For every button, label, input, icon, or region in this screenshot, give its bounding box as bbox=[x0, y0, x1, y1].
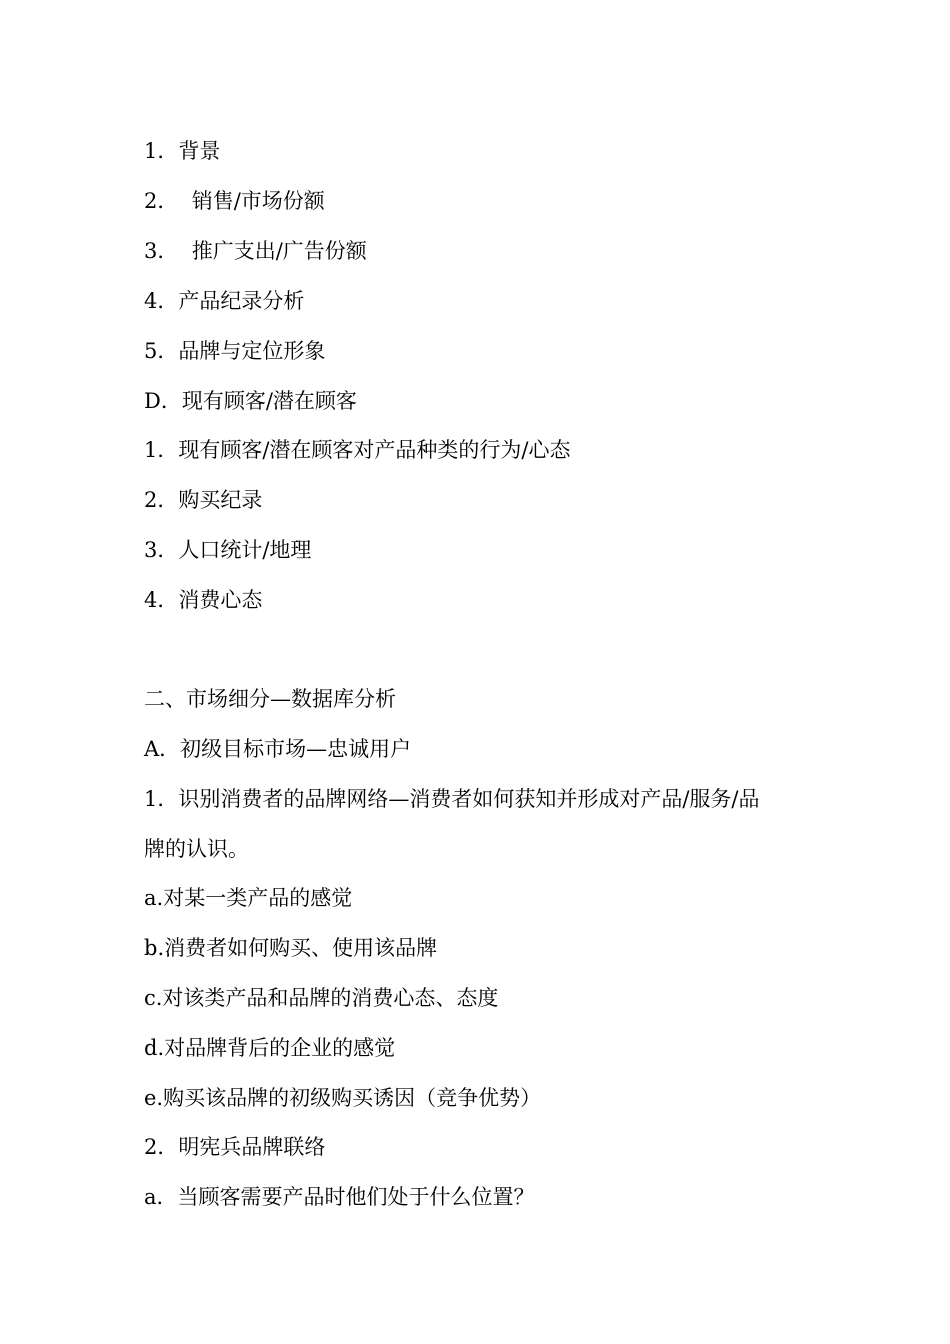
outline-item-brand-contact: 2．明宪兵品牌联络 bbox=[144, 1135, 326, 1159]
chapter-heading-segmentation: 二、市场细分—数据库分析 bbox=[144, 687, 396, 711]
outline-item-promotion-spend: 3． 推广支出/广告份额 bbox=[144, 239, 367, 263]
section-heading-primary-target: A．初级目标市场—忠诚用户 bbox=[144, 737, 412, 761]
outline-item-product-record: 4．产品纪录分析 bbox=[144, 289, 305, 313]
outline-item-customer-behavior: 1．现有顾客/潜在顾客对产品种类的行为/心态 bbox=[144, 438, 571, 462]
outline-item-background: 1．背景 bbox=[144, 139, 221, 163]
sub-item-b: b.消费者如何购买、使用该品牌 bbox=[144, 936, 438, 960]
outline-item-brand-network: 1．识别消费者的品牌网络—消费者如何获知并形成对产品/服务/品 bbox=[144, 787, 760, 811]
outline-item-demographics: 3．人口统计/地理 bbox=[144, 538, 312, 562]
outline-item-brand-network-cont: 牌的认识。 bbox=[144, 837, 249, 861]
section-heading-customers: D．现有顾客/潜在顾客 bbox=[144, 389, 357, 413]
sub-item-e: e.购买该品牌的初级购买诱因（竞争优势） bbox=[144, 1086, 542, 1110]
outline-item-brand-positioning: 5．品牌与定位形象 bbox=[144, 339, 326, 363]
sub-item-c: c.对该类产品和品牌的消费心态、态度 bbox=[144, 986, 499, 1010]
outline-item-purchase-record: 2．购买纪录 bbox=[144, 488, 263, 512]
outline-item-sales-share: 2． 销售/市场份额 bbox=[144, 189, 325, 213]
sub-item-a: a.对某一类产品的感觉 bbox=[144, 886, 353, 910]
outline-item-consumer-mindset: 4．消费心态 bbox=[144, 588, 263, 612]
sub-item-d: d.对品牌背后的企业的感觉 bbox=[144, 1036, 396, 1060]
sub-item-a-location: a．当顾客需要产品时他们处于什么位置？ bbox=[144, 1185, 535, 1209]
